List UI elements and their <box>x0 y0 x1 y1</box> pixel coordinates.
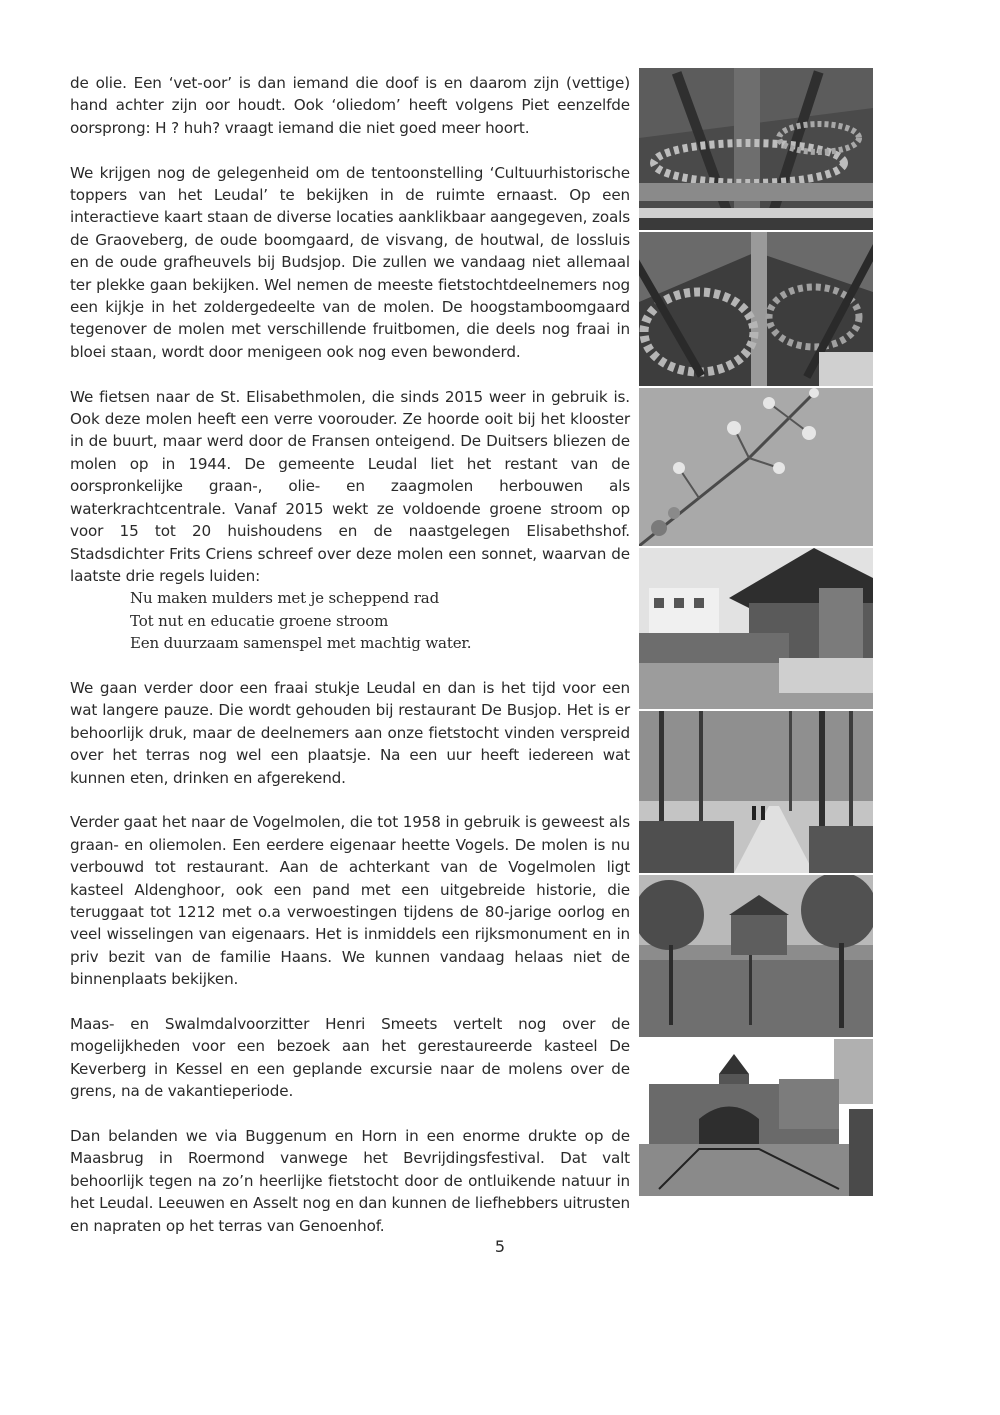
paragraph-roermond: Dan belanden we via Buggenum en Horn in een enorme drukte op de Maasbrug in Roermond vanwege het Bevrijdingsfestival. Dat valt behoorlijk tegen na zo’n heerlijke fietstocht door de ontluikende natuur in het Leudal. Leeuwen en Asselt nog en dan kunnen de liefhebbers uitrusten en napraten op het terras van Genoenhof. <box>70 1127 630 1235</box>
poem-line: Tot nut en educatie groene stroom <box>130 611 389 630</box>
paragraph-elisabethmolen: We fietsen naar de St. Elisabethmolen, die sinds 2015 weer in gebruik is. Ook deze molen heeft een verre voorouder. Ze hoorde ooit bij het klooster in de buurt, maar werd door de Fransen onteigend. De Duitsers bliezen de molen op in 1944. De gemeente Leudal liet het restant van de oorspronkelijke graan-, olie- en zaagmolen herbouwen als waterkrachtcentrale. Vanaf 2015 wekt ze voldoende groene stroom op voor 15 tot 20 huishoudens en de naastgelegen Elisabethshof. Stadsdichter Frits Criens schreef over deze molen een sonnet, waarvan de laatste drie regels luiden: <box>70 387 630 585</box>
poem-line: Een duurzaam samenspel met machtig water. <box>130 634 472 653</box>
photo-strip <box>639 68 873 1218</box>
photo-mill-attic <box>639 232 873 386</box>
photo-watermill <box>639 548 873 709</box>
paragraph-keverberg: Maas- en Swalmdalvoorzitter Henri Smeets vertelt nog over de mogelijkheden voor een bezoek aan het gerestaureerde kasteel De Keverberg in Kessel en een geplande excursie naar de molens over de grens, na de vakantieperiode. <box>70 1014 630 1101</box>
photo-mill-gears <box>639 68 873 230</box>
paragraph-oil: de olie. Een ‘vet-oor’ is dan iemand die doof is en daarom zijn (vettige) hand achter zijn oor houdt. Ook ‘oliedom’ heeft volgens Piet eenzelfde oorsprong: H ? huh? vraagt iemand die niet goed meer hoort. <box>70 74 630 137</box>
photo-castle-trees <box>639 875 873 1037</box>
sonnet-excerpt <box>70 587 630 654</box>
poem-line: Nu maken mulders met je scheppend rad <box>130 589 440 608</box>
paragraph-exhibition: We krijgen nog de gelegenheid om de tentoonstelling ‘Cultuurhistorische toppers van het Leudal’ te bekijken in de ruimte ernaast. Op een interactieve kaart staan de diverse locaties aanklikbaar aangegeven, zoals de Graoveberg, de oude boomgaard, de visvang, de houtwal, de lossluis en de oude grafheuvels bij Budsjop. Die zullen we vandaag niet allemaal ter plekke gaan bekijken. Wel nemen de meeste fietstochtdeelnemers nog een kijkje in het zoldergedeelte van de molen. De hoogstamboomgaard tegenover de molen met verschillende fruitbomen, die deels nog fraai in bloei staan, wordt door menigeen ook nog even bewonderd. <box>70 163 630 361</box>
article-text <box>70 72 630 1237</box>
photo-blossom <box>639 388 873 546</box>
paragraph-busjop: We gaan verder door een fraai stukje Leudal en dan is het tijd voor een wat langere pauze. Die wordt gehouden bij restaurant De Busjop. Het is er behoorlijk druk, maar de deelnemers aan onze fietstocht vinden verspreid over het terras nog wel een plaatsje. Na een uur heeft iedereen wat kunnen eten, drinken en afgerekend. <box>70 678 630 787</box>
paragraph-vogelmolen: Verder gaat het naar de Vogelmolen, die tot 1958 in gebruik is geweest als graan- en oliemolen. Een eerdere eigenaar heette Vogels. De molen is nu verbouwd tot restaurant. Aan de achterkant van de Vogelmolen ligt kasteel Aldenghoor, ook een pand met een uitgebreide historie, die teruggaat tot 1212 met o.a verwoestingen tijdens de 80-jarige oorlog en veel wisselingen van eigenaars. Het is inmiddels een rijksmonument en in priv bezit van de familie Haans. We kunnen vandaag helaas niet de binnenplaats bekijken. <box>70 813 630 989</box>
page-number: 5 <box>494 1237 506 1256</box>
photo-forest-path <box>639 711 873 873</box>
photo-castle-gate <box>639 1039 873 1196</box>
